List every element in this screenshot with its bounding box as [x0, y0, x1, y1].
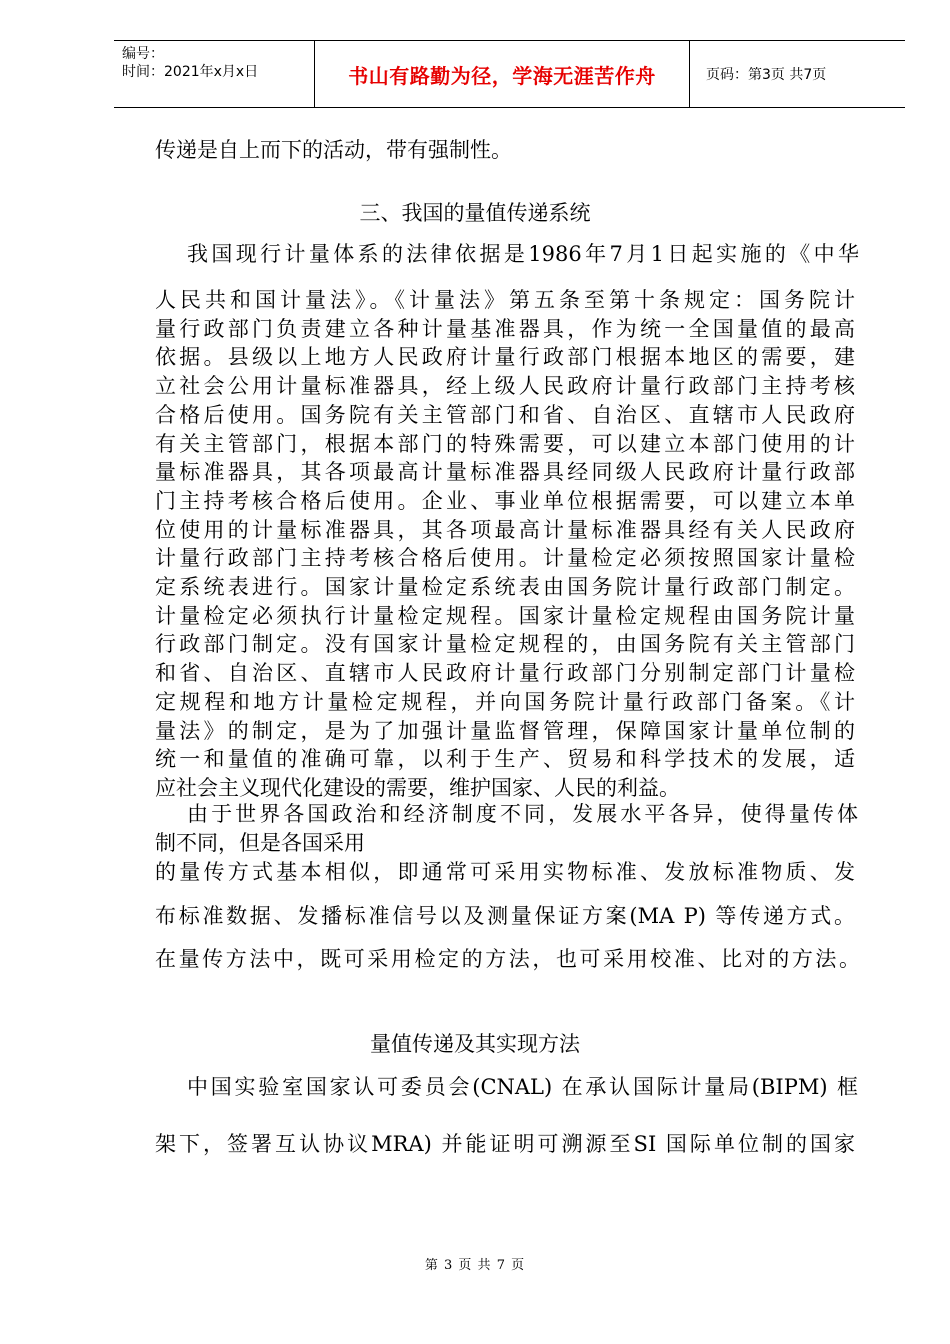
text-line: 在量传方法中，既可采用检定的方法，也可采用校准、比对的方法。: [155, 947, 860, 971]
page-info-text: 页码：第3页 共7页: [706, 67, 827, 83]
number-label: 编号：: [122, 46, 164, 62]
header-page-info: [698, 41, 905, 107]
section-heading: 三、我国的量值传递系统: [359, 201, 591, 225]
text-line: 的量传方式基本相似，即通常可采用实物标准、发放标准物质、发: [155, 860, 855, 884]
header-meta: [114, 41, 314, 107]
header-motto: 书山有路勤为径，学海无涯苦作舟: [348, 63, 656, 88]
text-line: 依据。县级以上地方人民政府计量行政部门根据本地区的需要，建: [155, 345, 855, 370]
text-line: 量法》的制定，是为了加强计量监督管理，保障国家计量单位制的: [155, 718, 855, 743]
page-footer: 第 3 页 共 7 页: [424, 1258, 526, 1273]
text-line: 量行政部门负责建立各种计量基准器具，作为统一全国量值的最高: [155, 316, 855, 341]
header-divider: [689, 41, 690, 107]
text-line: 位使用的计量标准器具，其各项最高计量标准器具经有关人民政府: [155, 517, 855, 542]
text-line: 应社会主义现代化建设的需要，维护国家、人民的利益。: [155, 775, 680, 800]
text-line: 计量检定必须执行计量检定规程。国家计量检定规程由国务院计量: [155, 603, 855, 628]
text-line: 架下，签署互认协议MRA) 并能证明可溯源至SI 国际单位制的国家: [155, 1132, 855, 1156]
text-line: 定规程和地方计量检定规程，并向国务院计量行政部门备案。《计: [155, 689, 855, 714]
text-line: 和省、自治区、直辖市人民政府计量行政部门分别制定部门计量检: [155, 661, 855, 686]
text-line: 有关主管部门，根据本部门的特殊需要，可以建立本部门使用的计: [155, 431, 855, 456]
text-line: 布标准数据、发播标准信号以及测量保证方案(MA P) 等传递方式。: [155, 904, 855, 928]
text-line: 统一和量值的准确可靠，以利于生产、贸易和科学技术的发展，适: [155, 747, 855, 772]
time-label: 时间：2021年x月x日: [122, 64, 259, 80]
paragraph-first-line: 我国现行计量体系的法律依据是1986年7月1日起实施的《中华: [187, 242, 859, 266]
section-heading: 量值传递及其实现方法: [370, 1032, 580, 1056]
text-line: 立社会公用计量标准器具，经上级人民政府计量行政部门主持考核: [155, 374, 855, 399]
text-line: 制不同，但是各国采用: [155, 831, 365, 855]
text-line: 传递是自上而下的活动，带有强制性。: [155, 138, 512, 162]
text-line: 行政部门制定。没有国家计量检定规程的，由国务院有关主管部门: [155, 632, 855, 657]
document-header: [114, 40, 905, 108]
text-line: 人民共和国计量法》。《计量法》第五条至第十条规定：国务院计: [155, 288, 855, 312]
text-line: 定系统表进行。国家计量检定系统表由国务院计量行政部门制定。: [155, 575, 855, 599]
text-line: 中国实验室国家认可委员会(CNAL) 在承认国际计量局(BIPM) 框: [187, 1075, 858, 1099]
text-line: 门主持考核合格后使用。企业、事业单位根据需要，可以建立本单: [155, 488, 855, 513]
text-line: 计量行政部门主持考核合格后使用。计量检定必须按照国家计量检: [155, 546, 855, 571]
text-line: 由于世界各国政治和经济制度不同，发展水平各异，使得量传体: [187, 802, 858, 826]
text-line: 量标准器具，其各项最高计量标准器具经同级人民政府计量行政部: [155, 460, 855, 485]
text-line: 合格后使用。国务院有关主管部门和省、自治区、直辖市人民政府: [155, 402, 855, 427]
